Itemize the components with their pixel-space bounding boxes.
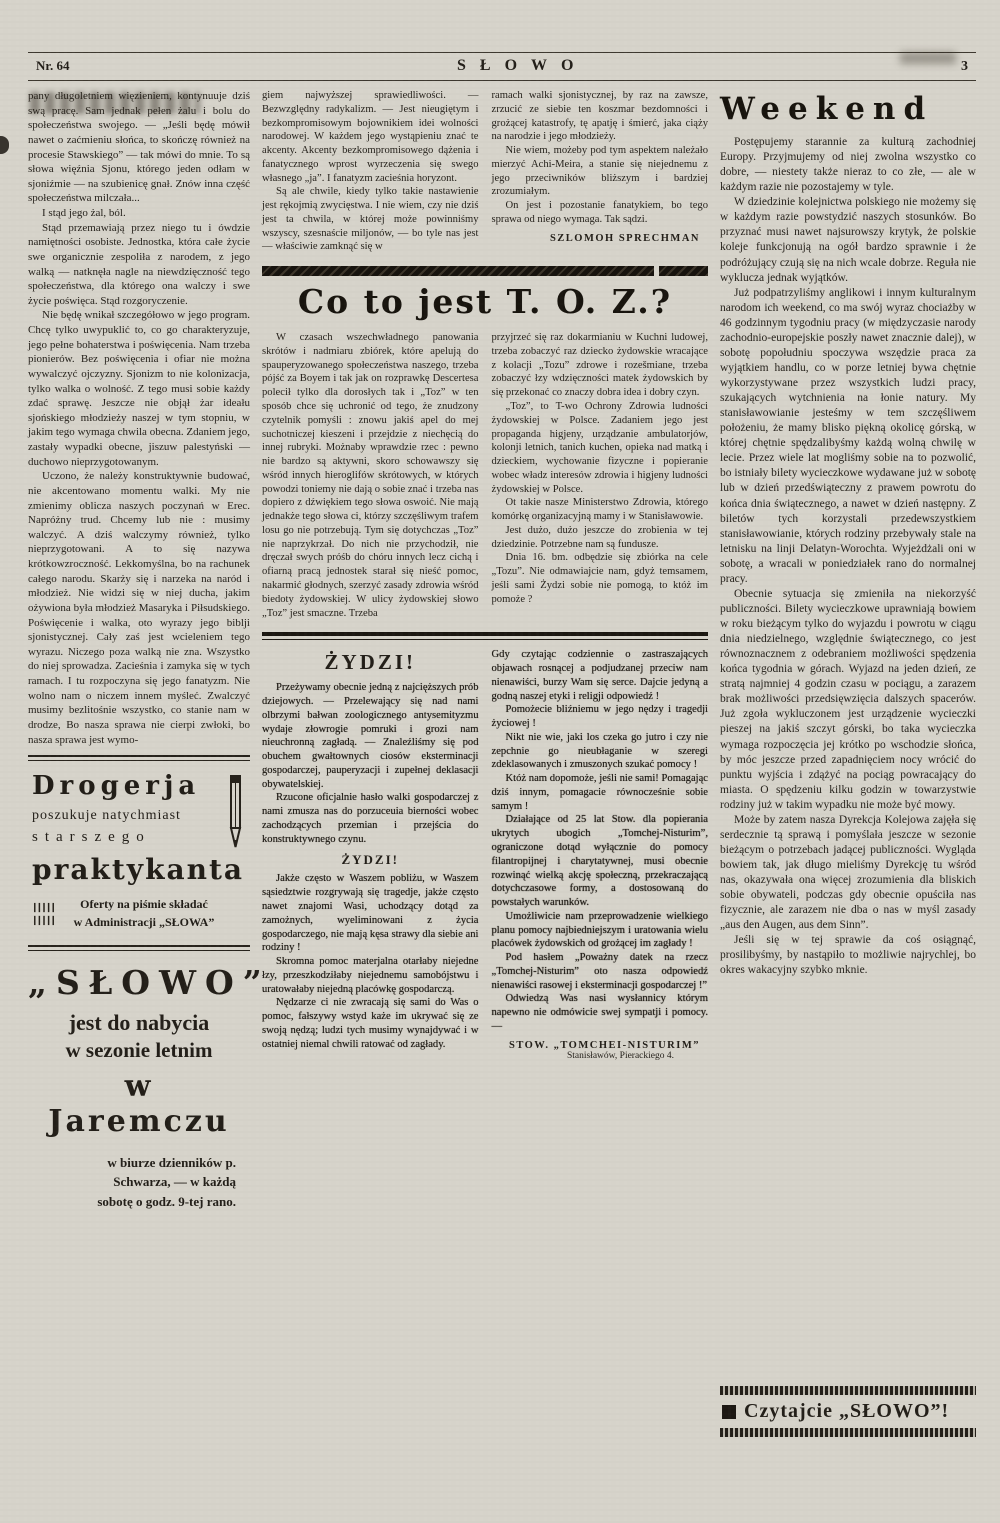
- vertical-lines-icon: [32, 901, 56, 927]
- paragraph: W czasach wszechwładnego panowania skrótów i nadmiaru zbiórek, które apelują do spauperyzowanego społeczeństwa naszego, trzeba pójść za Boyem i tak jak on rozprawkę Descertesa polecił tylko dla dorosłych tak i „Toz” w ten sposób chce się uchronić od tego, że znudzony czytelnik pomyśli : znowu jakiś apel do mej suchotniczej kieszeni i przejdzie z niechęcią do innej rubryki. Możnaby wprawdzie rzec : pewno nie bardzo są aktywni, skoro schowawszy się wśród innych hieroglifów skrótowych, w których powodzi toniemy nie dają o sobie znać i trzeba nas dopiero z dźwiękiem tego słowa oswoić. Nie mają jednakże tego słowa ci, którzy szczęśliwym trafem losu go nie potrzebują. Tym się dotychczas „Toz” nie naprzykrzał. Do nich nie przychodził, nie dręczał swych próśb do chóru innych lecz cichą i ofiarną pracą jednostek starał się nieść pomoc, nakarmić głodnych, szerzyć zasady zdrowia wśród biedoty żydowskiej. W ulicy żydowskiej słowo „Toz” jest smaczne. Trzeba: [262, 332, 479, 619]
- drogerja-ad[interactable]: [28, 767, 250, 937]
- ad-note: [64, 896, 224, 931]
- paragraph: Jest dużo, dużo jeszcze do zrobienia w tej dziedzinie. Potrzebne nam są fundusze.: [491, 524, 708, 550]
- newspaper-title: SŁOWO: [457, 57, 588, 74]
- paragraph: Są ale chwile, kiedy tylko takie nastawienie jest rękojmią zwycięstwa. I nie wiem, czy nie dziś jest ta chwila, w której może powinniśmy wszyscy, szesnaście miljonów, — bo tyle nas jest — właściwie zamknąć się w: [262, 186, 479, 253]
- masthead: [0, 0, 1000, 81]
- ad-line: starszego: [32, 829, 151, 846]
- ad-note-line: w biurze dzienników p.: [107, 1154, 236, 1170]
- ad-line: jest do nabycia: [68, 1009, 210, 1035]
- ink-smudge: [0, 136, 9, 154]
- paragraph: ramach walki sjonistycznej, by raz na zawsze, zrzucić ze siebie ten koszmar bezdomności i grożącej katastrofy, tę apatję i śmierć, jaka ciąży na narodzie i jego młodzieży.: [491, 90, 708, 143]
- ad-note-line: Oferty na piśmie składać: [80, 897, 208, 912]
- paragraph: Skromna pomoc materjalna otarłaby niejedne łzy, przeszkodziłaby niejednemu samobójstwu i uratowałaby niejedną placówkę gospodarczą.: [262, 956, 479, 995]
- paragraph: Uczono, że należy konstruktywnie budować, nie akcentowano momentu walki. My nie zmienimy oblicza naszych poczynań w Erec. Napróżny trud. Chcemy lub nie : musimy walczyć. A dziś walczymy również, tylko nieprzygotowani. A to się nazywa krótkowzroczność. Lekkomyślna, bo na rachunek całego narodu. Skarży się i narzeka na naród i młodzież. Nie widzi się w niej ducha, jakim ożywiona była młodzież Masaryka i Piłsudskiego. Poświęcenie i walka, oto wyrazy jego biblji sjonistycznej. Cały zaś jest wcieleniem tego wyrazu. Niczego poza walką nie zna. Wszystko do niej sprowadza. Zacieśnia i zamyka się w tych ramach. I tu rozpoczyna się jego fanatyzm. Nie wolno nam o niczem innem myśleć. Zwalczyć musimy bezlitośnie wszystko, co stanie nam w drodze, Bo nasza sprawa nie cierpi zwłoki, bo nasza sprawa jest wymo-: [28, 470, 250, 746]
- paragraph: Stąd przemawiają przez niego tu i ówdzie namiętności osobiste. Jednostka, która całe życie swe organicznie zespoliła z narodem, z jego walką — natknęła nagle na niewdzięczność tego społeczeństwa, dla którego ona walczy i swe życie poświęca. Stąd rozgoryczenie.: [28, 221, 250, 307]
- divider: [28, 945, 250, 951]
- paragraph: Nie wiem, możeby pod tym aspektem należało mierzyć Achi-Meira, a stanie się niejednemu z jego przeciwników bliższym i bardziej zrozumiałym.: [491, 145, 708, 198]
- banner-text: Czytajcie „SŁOWO”!: [744, 1400, 950, 1422]
- masthead-row: [28, 53, 976, 80]
- column-4: [720, 89, 976, 1437]
- paragraph: Dnia 16. bm. odbędzie się zbiórka na cele „Tozu”. Nie odmawiajcie nam, gdyż temsamem, jeśli sami Żydzi sobie nie pomogą, to któż im pomoże ?: [491, 552, 708, 605]
- author-signature: SZLOMOH SPRECHMAN: [549, 232, 700, 244]
- zydzi-article: [262, 648, 708, 1060]
- issue-number: Nr. 64: [36, 58, 70, 73]
- slowo-ad[interactable]: [28, 957, 271, 1212]
- zydzi-left-column: [262, 648, 479, 1060]
- paragraph: W dziedzinie kolejnictwa polskiego nie możemy się w każdym razie powstydzić naszych stosunków. Bo przyznać musi nawet najsurowszy krytyk, że polskie koleje funkcjonują na ogół bardzo sprawnie i że podróżujący czują się na nich wcale dobrze. Reguła nie wyklucza jednak wyjątków.: [720, 196, 976, 284]
- paragraph: Ot takie nasze Ministerstwo Zdrowia, którego komórkę organizacyjną mamy i w Stanisławowie.: [491, 497, 708, 523]
- lead-article-first-column: [28, 89, 250, 747]
- section-divider-bar: [262, 266, 708, 276]
- paragraph: On jest i pozostanie fanatykiem, bo tego sprawa od niego wymaga. Tak sądzi.: [491, 200, 708, 225]
- paragraph: „Toz”, to T-wo Ochrony Zdrowia ludności żydowskiej w Polsce. Zadaniem jego jest propaganda higjeny, urządzanie ambulatorjów, kolonji letnich, tanich kuchen, opieka nad matką i dzieckiem, wychowanie fizyczne i popieranie wobec władz interesów zdrowia i higjeny ludności żydowskiej w Polsce.: [491, 401, 708, 495]
- zydzi-subhead: ŻYDZI!: [341, 852, 399, 868]
- paragraph: Jeśli się w tej sprawie da coś osiągnąć, prosilibyśmy, by nastąpiło to możliwie najrychlej, bo okres wakacyjny szybko mknie.: [720, 934, 976, 977]
- section-divider-bar: [262, 632, 708, 640]
- ad-line: w sezonie letnim: [65, 1037, 213, 1062]
- zydzi-right-text: [492, 648, 709, 1033]
- paragraph: Nędzarze ci nie zwracają się sami do Was o pomoc, fałszywy wstyd każe im ukrywać się ze swoją nędzą; ludzi tych musimy wynajdywać i w ostatniej niemal chwili ratować od zagłady.: [262, 997, 479, 1050]
- weekend-headline: Weekend: [720, 91, 934, 127]
- czytajcie-banner[interactable]: [720, 1386, 976, 1437]
- lead-article-end: [262, 89, 708, 254]
- ad-note-line: Schwarza, — w każdą: [113, 1174, 236, 1190]
- paragraph: giem najwyższej sprawiedliwości. — Bezwzględny radykalizm. — Jest nieugiętym i bezkompromisowym bojownikiem idei wolności narodowej. W każdem jego wystąpieniu znać te akcenty. Akcenty bezkompromisowego dążenia i fanatycznego wprost wyrzeczenia się swego własnego „ja”. I fanatyzm zacieśnia horyzont.: [262, 90, 479, 184]
- pencil-icon: [224, 773, 246, 857]
- ad-notes: [32, 896, 224, 931]
- organization-signature: STOW. „TOMCHEI-NISTURIM”: [508, 1039, 700, 1051]
- ad-line: praktykanta: [32, 853, 245, 887]
- toz-left-column: [262, 331, 479, 620]
- zydzi-headline: ŻYDZI!: [324, 650, 416, 675]
- paragraph: Postępujemy starannie za kulturą zachodniej Europy. Przyjmujemy od niej zwolna wszystko co dobre, — niestety także nieraz to co złe, — ale w każdym razie nie pozostajemy w tyle.: [720, 136, 976, 194]
- banner-row: [720, 1395, 976, 1428]
- toz-right-column: [492, 331, 709, 620]
- organization-address: Stanisławów, Pierackiego 4.: [566, 1050, 674, 1061]
- paragraph: Rzucone oficjalnie hasło walki gospodarczej z nami zmusza nas do porzuceuia bierności wobec zachodzących przemian i przejścia do konstruktywnego czynu.: [262, 792, 479, 845]
- paragraph: Jakże często w Waszem pobliżu, w Waszem sąsiedztwie rozgrywają się tragedje, jakże często nawet znajomi Wasi, uchodzący dotąd za zamożnych, wyeliminowani z życia gospodarczego, nie mają kęsa strawy dla siebie ani rodziny !: [262, 873, 479, 954]
- ad-title: Drogerja: [32, 771, 201, 802]
- paragraph: Obecnie sytuacja się zmieniła na niekorzyść publiczności. Bilety wycieczkowe uprawniają bowiem w roku bieżącym tylko do wyjazdu i powrotu w ciągu dnia niedzielnego, względnie świątecznego, co jest równoznacznem z odebraniem możliwości spędzenia końca tygodnia w górach. Wyjazd na jeden dzień, ze stratą najmniej 4 godzin czasu w pociągu, a zarazem brak możliwości przedsięwzięcia dalszych spacerów. Już zgoła wykluczonem jest urządzenie wycieczki pieszej na jakiś szczyt górski, bo taka wycieczka wymaga rozpoczęcia jej krótko po wschodzie słońca, by móc jeszcze przed zapadnięciem nocy wrócić do punktu wyjścia i zdążyć na pociąg powracający do miasta. O spędzeniu kilku godzin w towarzystwie rodziny już w takim wypadku nie może być mowy.: [720, 587, 976, 811]
- ad-line: w Jaremczu: [48, 1068, 230, 1139]
- ink-smudge: [900, 52, 956, 64]
- lead-article-right: [492, 89, 709, 254]
- paragraph: pany długoletniem więzieniem, kontynuuje dziś swą pracę. Sam jednak pełen żalu i bolu do społeczeństwa swojego. — „Jeśli będę mówił nawet o zaćmieniu słońca, to skończę również na procesie Stawskiego” — tak mówi do mnie. To są słowa więźnia Sjonu, którego jeden odłam w sjoniźmie — na szubienicę gnał. Znów inna część społeczeństwa milczała...: [28, 90, 250, 205]
- lead-article-right-text: [492, 89, 709, 227]
- masthead-bottom-rule: [28, 80, 976, 81]
- paragraph: Odwiedzą Was nasi wysłannicy którym napewno nie odmówicie swej sympatji i pomocy.—: [491, 993, 708, 1032]
- zydzi-right-column: [492, 648, 709, 1060]
- paragraph: Działające od 25 lat Stow. dla popierania ukrytych ubogich „Tomchej-Nisturim”, ograniczone dotąd wyłącznie do pomocy filantropijnej i charytatywnej, musi obecnie rozwinąć wielką akcję społeczną, przekraczającą dotychczasowe formy, a dostosowaną do powstałych warunków.: [491, 814, 708, 909]
- ad-note-line: w Administracji „SŁOWA”: [73, 914, 215, 929]
- paragraph: Może by zatem nasza Dyrekcja Kolejowa zajęła się serdecznie tą sprawą i pomyślała jeszcze w sezonie bieżącym o potrzebach jadącej publiczności. Wygląda bowiem tak, jak długo mieliśmy Dyrekcję tu wśród nas, okazywała ona więcej zrozumienia dla bliskich sobie obywateli, podczas gdy obecnie opuściła nas fizycznie, ale zarazem nie dba o nas w myśl zasady „aus den Augen, aus dem Sinn”.: [720, 813, 976, 932]
- paragraph: Gdy czytając codziennie o zastraszających objawach rosnącej a podjudzanej przeciw nam nienawiści, burzy Wam się serce. Dajcie jedyną a godną naszej etyki i religji odpowiedź !: [491, 649, 708, 702]
- black-square-icon: [722, 1405, 736, 1419]
- ad-note-line: sobotę o godz. 9-tej rano.: [97, 1193, 236, 1209]
- column-1: [28, 89, 271, 1211]
- toz-article: [262, 331, 708, 620]
- page-number: 3: [961, 59, 968, 74]
- banner-hatch-strip: [720, 1428, 976, 1437]
- paragraph: Nikt nie wie, jaki los czeka go jutro i czy nie zepchnie go nieubłaganie w szeregi zdeklasowanych i zmuszonych szukać pomocy !: [491, 731, 708, 771]
- paragraph: Pod hasłem „Poważny datek na rzecz „Tomchej-Nisturim” oto nasza odpowiedź nienawiści rasowej i eksterminacji gospodarczej !”: [491, 952, 708, 991]
- paragraph: Przeżywamy obecnie jedną z najcięższych prób dziejowych. — Przelewający się nad nami olbrzymi bałwan zoologicznego antysemityzmu wydaje złowrogie pomruki i grozi nam nieuchronną zagładą. — Znaleźliśmy się pod obuchem gwałtownych ciosów eksterminacji gospodarczej, pauperyzacji i zupełnej deklasacji obywatelskiej.: [262, 682, 479, 790]
- ad-title: „SŁOWO”: [28, 962, 271, 1002]
- paragraph: Któż nam dopomoże, jeśli nie sami! Pomagając dziś innym, pomagacie równocześnie sobie samym !: [491, 773, 708, 812]
- ad-note: [28, 1153, 250, 1212]
- paragraph: I stąd jego żal, ból.: [42, 207, 126, 219]
- ad-line: poszukuje natychmiast: [32, 808, 181, 824]
- paragraph: przyjrzeć się raz dokarmianiu w Kuchni ludowej, trzeba zobaczyć raz dziecko żydowskie wracające z kolacji „Tozu” zdrowe i rozešmiane, trzeba zobaczyć łzy wdzięczności matek żydowskich by się przekonać co znaczy dobra idea i dobry czyn.: [491, 332, 708, 399]
- ink-smudge: [30, 92, 200, 114]
- weekend-article-text: [720, 135, 976, 979]
- paragraph: Nie będę wnikał szczegółowo w jego program. Chcę tylko uwypuklić to, co go charakteryzuje, jego pełne bohaterstwa i poświęcenia. Nam trzeba pionierów. Bez poświęcenia i ofiar nie można wywalczyć ojczyzny. Sjonizm to nie kolonizacja, tylko walka o wolność. Z tego musi sobie każdy zdać sprawę. Jeszcze nie objął żar ideału sjońskiego młodzieży naszej w tym stopniu, w jakim tego wymaga chwila obecna. Zdaniem jego, zastały wypadki obecne, jiszuw palestyński — duchowo nieprzygotowanym.: [28, 309, 250, 468]
- zydzi-left-text-1: [262, 681, 479, 846]
- middle-columns: [262, 89, 708, 1061]
- paragraph: Już podpatrzyliśmy anglikowi i innym kulturalnym narodom ich weekend, co ma swój wyraz chociażby w 46 godzinnym tygodniu pracy (w międzyczasie narody zachodnio-europejskie poszły nawet znacznie dalej), w sobotę popołudniu spoczywa wszędzie praca za wyjątkiem handlu, co w porze letniej bywa chętnie wykorzystywane przez wszystkich ludzi pracy, szukających wytchnienia na łonie natury. My stanisławowianie jesteśmy w tem szczęśliwem położeniu, że mamy blisko piękną okolicę górską, w której chętnie spędzalibyśmy każdą wolną chwilę w lecie. Przez wiele lat mogliśmy sobie na to pozwolić, bo istniały bilety wycieczkowe wydawane już w sobotę lub w dzień przedświąteczny z prawem powrotu do końca dnia świątecznego, a nawet w dzień następny. Z biletów tych korzystali przedewszystkiem stanisławowianie, których rodziny przebywały stale na letnisku na linji Delatyn-Worochta. Wyjeżdżali oni w sobotę, a wracali w poniedziałek rano do normalnej pracy.: [720, 286, 976, 585]
- banner-hatch-strip: [720, 1386, 976, 1395]
- page-columns: [28, 89, 976, 1437]
- zydzi-left-text-2: [262, 872, 479, 1051]
- divider: [28, 755, 250, 761]
- lead-article-left: [262, 89, 479, 254]
- paragraph: Umożliwicie nam przeprowadzenie wielkiego planu pomocy najbiedniejszym i uratowania wielu placówek żydowskich od grożącej im zagłady !: [491, 910, 708, 950]
- toz-headline: Co to jest T. O. Z.?: [297, 282, 673, 322]
- paragraph: Pomożecie bliźniemu w jego nędzy i tragedji życiowej !: [491, 704, 708, 730]
